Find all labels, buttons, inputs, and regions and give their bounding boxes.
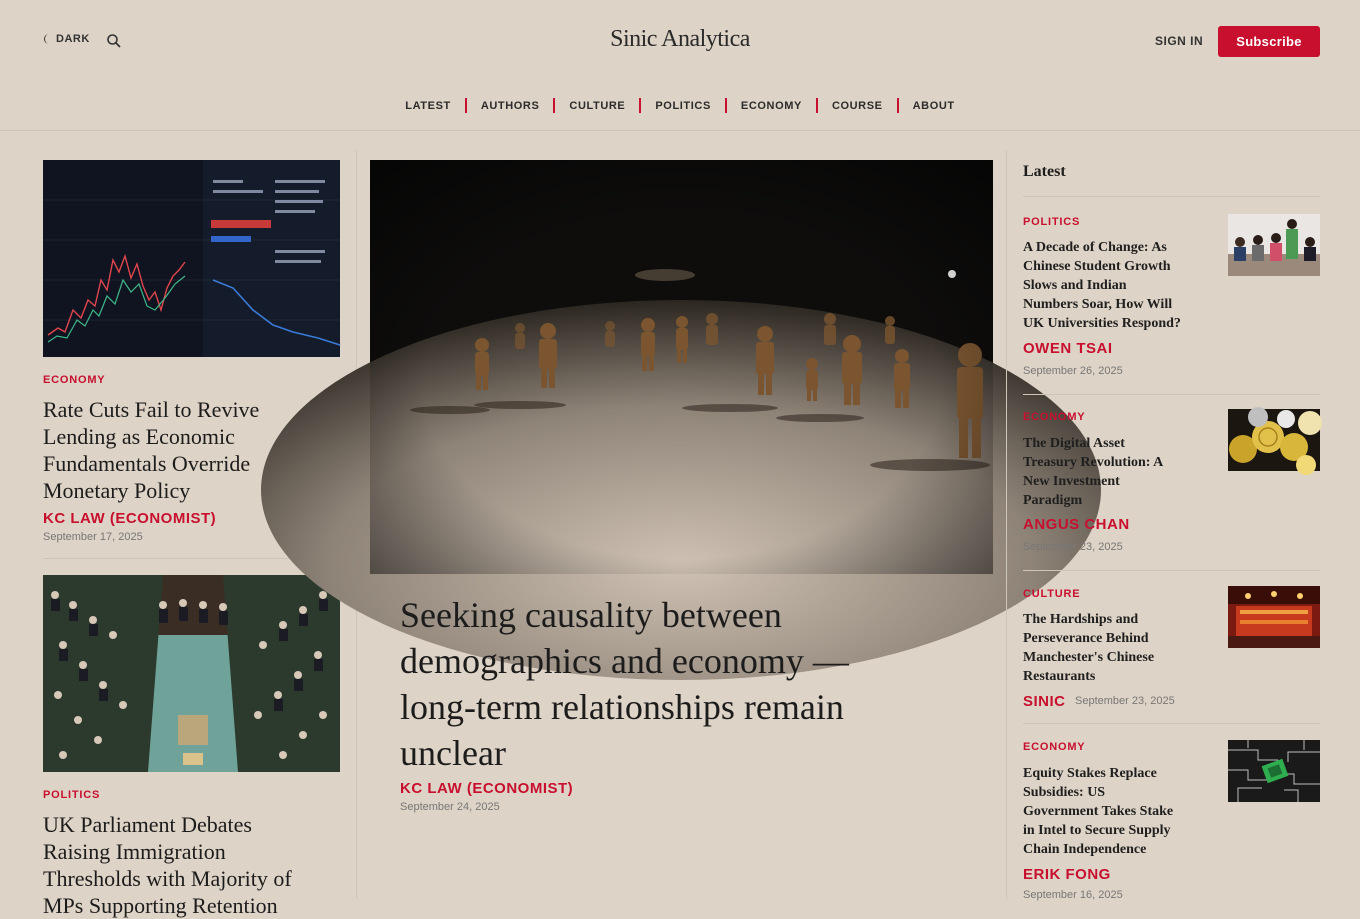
article-headline[interactable]	[43, 811, 340, 919]
headline-line: unclear	[400, 733, 506, 773]
headline-line: demographics and economy —	[400, 641, 849, 681]
article-date: September 17, 2025	[43, 531, 143, 543]
nav-about[interactable]: ABOUT	[912, 99, 955, 112]
site-logo[interactable]: Sinic Analytica	[610, 26, 750, 52]
nav-course[interactable]: COURSE	[831, 99, 883, 112]
latest-item-headline[interactable]	[1023, 610, 1213, 686]
article-image-parliament[interactable]	[43, 575, 340, 772]
header-divider	[0, 130, 1360, 131]
nav-latest[interactable]: LATEST	[405, 99, 451, 112]
divider	[1023, 394, 1320, 395]
headline-line: Chain Independence	[1023, 842, 1147, 857]
headline-line: Seeking causality between	[400, 595, 782, 635]
category-label[interactable]: ECONOMY	[43, 374, 106, 386]
latest-item-headline[interactable]	[1023, 434, 1213, 510]
article-date: September 24, 2025	[400, 801, 500, 813]
headline-line: long-term relationships remain	[400, 687, 844, 727]
restaurant-image	[1228, 586, 1320, 648]
students-image	[1228, 214, 1320, 276]
stock-chart-image	[43, 160, 340, 357]
thumbnail-coins[interactable]	[1228, 409, 1320, 471]
headline-line: The Digital Asset	[1023, 436, 1125, 451]
nav-politics[interactable]: POLITICS	[655, 99, 711, 112]
headline-line: Treasury Revolution: A	[1023, 455, 1164, 470]
headline-line: Manchester's Chinese	[1023, 650, 1155, 665]
headline-line: Equity Stakes Replace	[1023, 766, 1157, 781]
headline-line: UK Universities Respond?	[1023, 316, 1181, 331]
dark-label: DARK	[56, 33, 90, 45]
headline-line: Monetary Policy	[43, 478, 191, 503]
feature-image[interactable]	[370, 160, 993, 574]
headline-line: Slows and Indian	[1023, 278, 1127, 293]
headline-line: UK Parliament Debates	[43, 812, 252, 837]
article-date: September 16, 2025	[1023, 889, 1123, 901]
headline-line: Government Takes Stake	[1023, 804, 1174, 819]
crypto-coins-image	[1228, 409, 1320, 471]
author-link[interactable]: KC LAW (ECONOMIST)	[43, 510, 217, 527]
headline-line: Raising Immigration	[43, 839, 226, 864]
headline-line: Fundamentals Override	[43, 451, 251, 476]
author-link[interactable]: SINIC	[1023, 693, 1066, 710]
article-date: September 26, 2025	[1023, 365, 1123, 377]
sign-in-link[interactable]: SIGN IN	[1155, 34, 1204, 48]
divider	[1023, 570, 1320, 571]
author-link[interactable]: OWEN TSAI	[1023, 340, 1113, 357]
headline-line: Rate Cuts Fail to Revive	[43, 397, 260, 422]
parliament-image	[43, 575, 340, 772]
main-nav	[0, 98, 1360, 113]
circuit-chip-image	[1228, 740, 1320, 802]
author-link[interactable]: ERIK FONG	[1023, 866, 1111, 883]
category-label[interactable]: CULTURE	[1023, 588, 1081, 600]
divider	[1023, 196, 1320, 197]
article-date: September 23, 2025	[1023, 541, 1123, 553]
thumbnail-students[interactable]	[1228, 214, 1320, 276]
headline-line: Numbers Soar, How Will	[1023, 297, 1173, 312]
category-label[interactable]: ECONOMY	[1023, 411, 1086, 423]
latest-heading: Latest	[1023, 163, 1066, 180]
nav-economy[interactable]: ECONOMY	[740, 99, 802, 112]
headline-line: Paradigm	[1023, 493, 1083, 508]
nav-authors[interactable]: AUTHORS	[480, 99, 540, 112]
divider	[1023, 723, 1320, 724]
latest-item-headline[interactable]	[1023, 238, 1213, 333]
author-link[interactable]: ANGUS CHAN	[1023, 516, 1130, 533]
figures-image	[370, 160, 993, 574]
thumbnail-restaurant[interactable]	[1228, 586, 1320, 648]
headline-line: Subsidies: US	[1023, 785, 1106, 800]
category-label[interactable]: ECONOMY	[1023, 741, 1086, 753]
article-date: September 23, 2025	[1075, 695, 1175, 707]
thumbnail-chip[interactable]	[1228, 740, 1320, 802]
feature-headline[interactable]	[400, 592, 980, 776]
author-link[interactable]: KC LAW (ECONOMIST)	[400, 780, 574, 797]
headline-line: New Investment	[1023, 474, 1120, 489]
column-divider	[1006, 150, 1007, 899]
headline-line: Lending as Economic	[43, 424, 235, 449]
headline-line: The Hardships and	[1023, 612, 1139, 627]
nav-culture[interactable]: CULTURE	[569, 99, 626, 112]
headline-line: Thresholds with Majority of	[43, 866, 292, 891]
article-image-stock-chart[interactable]	[43, 160, 340, 357]
headline-line: Perseverance Behind	[1023, 631, 1149, 646]
latest-item-headline[interactable]	[1023, 764, 1213, 859]
site-header	[0, 0, 1360, 84]
headline-line: Restaurants	[1023, 669, 1096, 684]
headline-line: A Decade of Change: As	[1023, 240, 1167, 255]
subscribe-button[interactable]: Subscribe	[1218, 26, 1320, 57]
category-label[interactable]: POLITICS	[1023, 216, 1081, 228]
headline-line: MPs Supporting Retention	[43, 893, 278, 918]
headline-line: in Intel to Secure Supply	[1023, 823, 1171, 838]
category-label[interactable]: POLITICS	[43, 789, 101, 801]
headline-line: Chinese Student Growth	[1023, 259, 1171, 274]
